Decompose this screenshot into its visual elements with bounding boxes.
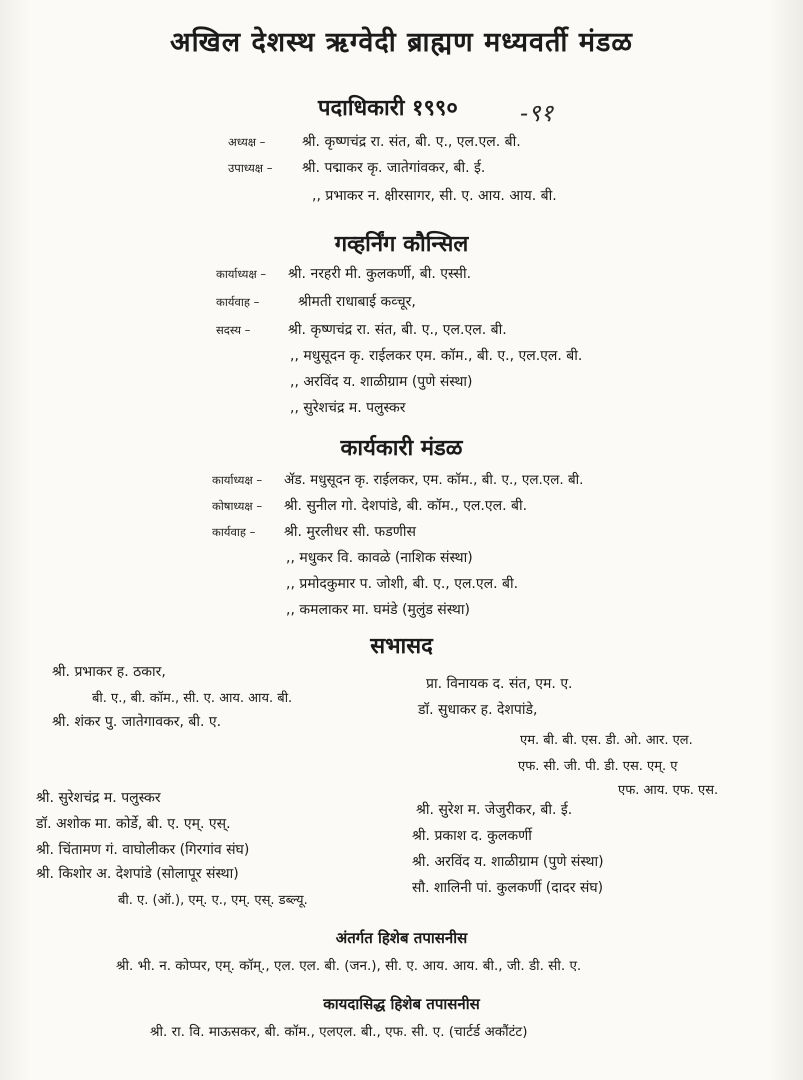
row-label: कार्याध्यक्ष – (216, 267, 267, 281)
member-left: बी. ए., बी. कॉम., सी. ए. आय. आय. बी. (92, 691, 293, 706)
statutory-auditor-heading: कायदासिद्ध हिशेब तपासनीस (323, 995, 480, 1013)
member-right: श्री. अरविंद य. शाळीग्राम (पुणे संस्था) (412, 854, 604, 870)
member-right: एम. बी. बी. एस. डी. ओ. आर. एल. (520, 733, 693, 748)
row-text: ,, कमलाकर मा. घमंडे (मुलुंड संस्था) (286, 602, 470, 618)
row-text: श्री. पद्माकर कृ. जातेगांवकर, बी. ई. (302, 160, 486, 176)
document-title: अखिल देशस्थ ऋग्वेदी ब्राह्मण मध्यवर्ती मंडळ (170, 27, 633, 58)
member-right: श्री. प्रकाश द. कुलकर्णी (412, 828, 532, 844)
executive-row (212, 522, 416, 541)
internal-auditor-heading: अंतर्गत हिशेब तपासनीस (335, 929, 468, 947)
row-label: अध्यक्ष – (228, 135, 266, 149)
row-text: श्री. कृष्णचंद्र रा. संत, बी. ए., एल.एल. बी. (302, 134, 521, 150)
row-label: सदस्य – (216, 323, 251, 337)
row-text: ,, अरविंद य. शाळीग्राम (पुणे संस्था) (290, 374, 473, 390)
office-bearer-row (228, 132, 521, 151)
council-row (290, 398, 405, 417)
row-text: ,, सुरेशचंद्र म. पलुस्कर (290, 400, 406, 416)
row-text: ॲड. मधुसूदन कृ. राईलकर, एम. कॉम., बी. ए., एल.एल. बी. (284, 472, 584, 488)
member-right: श्री. सुरेश म. जेजुरीकर, बी. ई. (416, 802, 573, 818)
row-label: कार्यवाह – (216, 295, 260, 309)
member-left: श्री. चिंतामण गं. वाघोलीकर (गिरगांव संघ) (36, 842, 250, 858)
row-text: ,, मधुकर वि. कावळे (नाशिक संस्था) (286, 550, 473, 566)
executive-committee-heading: कार्यकारी मंडळ (340, 436, 463, 461)
row-label: कार्यवाह – (212, 525, 256, 539)
executive-row (286, 574, 518, 593)
members-heading: सभासद (370, 634, 433, 659)
executive-row (286, 600, 470, 619)
executive-row (212, 496, 527, 515)
statutory-auditor-text: श्री. रा. वि. माऊसकर, बी. कॉम., एलएल. बी., एफ. सी. ए. (चार्टर्ड अकौंटंट) (150, 1024, 528, 1040)
row-text: ,, प्रभाकर न. क्षीरसागर, सी. ए. आय. आय. बी. (312, 188, 557, 204)
council-row (216, 320, 507, 339)
row-text: श्री. नरहरी मी. कुलकर्णी, बी. एस्सी. (288, 266, 472, 282)
member-right: एफ. सी. जी. पी. डी. एस. एम्. ए (518, 759, 678, 774)
member-left: श्री. प्रभाकर ह. ठकार, (52, 664, 166, 680)
row-label: कोषाध्यक्ष – (212, 499, 263, 513)
handwritten-year: -९१ (520, 99, 554, 127)
row-text: ,, प्रमोदकुमार प. जोशी, बी. ए., एल.एल. बी. (286, 576, 519, 592)
member-left: डॉ. अशोक मा. कोर्डे, बी. ए. एम्. एस्. (36, 816, 231, 832)
internal-auditor-text: श्री. भी. न. कोप्पर, एम्. कॉम्., एल. एल. बी. (जन.), सी. ए. आय. आय. बी., जी. डी. सी. ए. (116, 958, 582, 974)
council-row (290, 372, 473, 391)
row-label: उपाध्यक्ष – (228, 161, 273, 175)
member-left: बी. ए. (ऑ.), एम्. ए., एम्. एस्. डब्ल्यू. (118, 893, 308, 908)
office-bearer-row (228, 158, 485, 177)
member-left: श्री. सुरेशचंद्र म. पलुस्कर (36, 790, 161, 806)
executive-row (286, 548, 473, 567)
office-bearer-row (312, 186, 557, 205)
executive-row (212, 470, 583, 488)
row-text: ,, मधुसूदन कृ. राईलकर एम. कॉम., बी. ए., एल.एल. बी. (290, 348, 583, 364)
council-row (216, 264, 471, 283)
member-right: प्रा. विनायक द. संत, एम. ए. (426, 676, 573, 692)
member-right: सौ. शालिनी पां. कुलकर्णी (दादर संघ) (412, 880, 604, 896)
member-left: श्री. शंकर पु. जातेगावकर, बी. ए. (52, 714, 222, 730)
row-text: श्रीमती राधाबाई कव्चूर, (298, 294, 416, 310)
row-label: कार्याध्यक्ष – (212, 473, 263, 487)
member-left: श्री. किशोर अ. देशपांडे (सोलापूर संस्था) (36, 866, 239, 882)
row-text: श्री. सुनील गो. देशपांडे, बी. कॉम., एल.एल. बी. (284, 498, 528, 514)
row-text: श्री. कृष्णचंद्र रा. संत, बी. ए., एल.एल. बी. (288, 322, 507, 338)
office-bearers-heading: पदाधिकारी १९९० (318, 96, 458, 121)
member-right: डॉ. सुधाकर ह. देशपांडे, (418, 702, 538, 718)
council-row (216, 292, 416, 311)
council-row (290, 346, 582, 365)
row-text: श्री. मुरलीधर सी. फडणीस (284, 524, 416, 540)
governing-council-heading: गव्हर्निंग कौन्सिल (334, 232, 469, 257)
member-right: एफ. आय. एफ. एस. (618, 783, 719, 798)
